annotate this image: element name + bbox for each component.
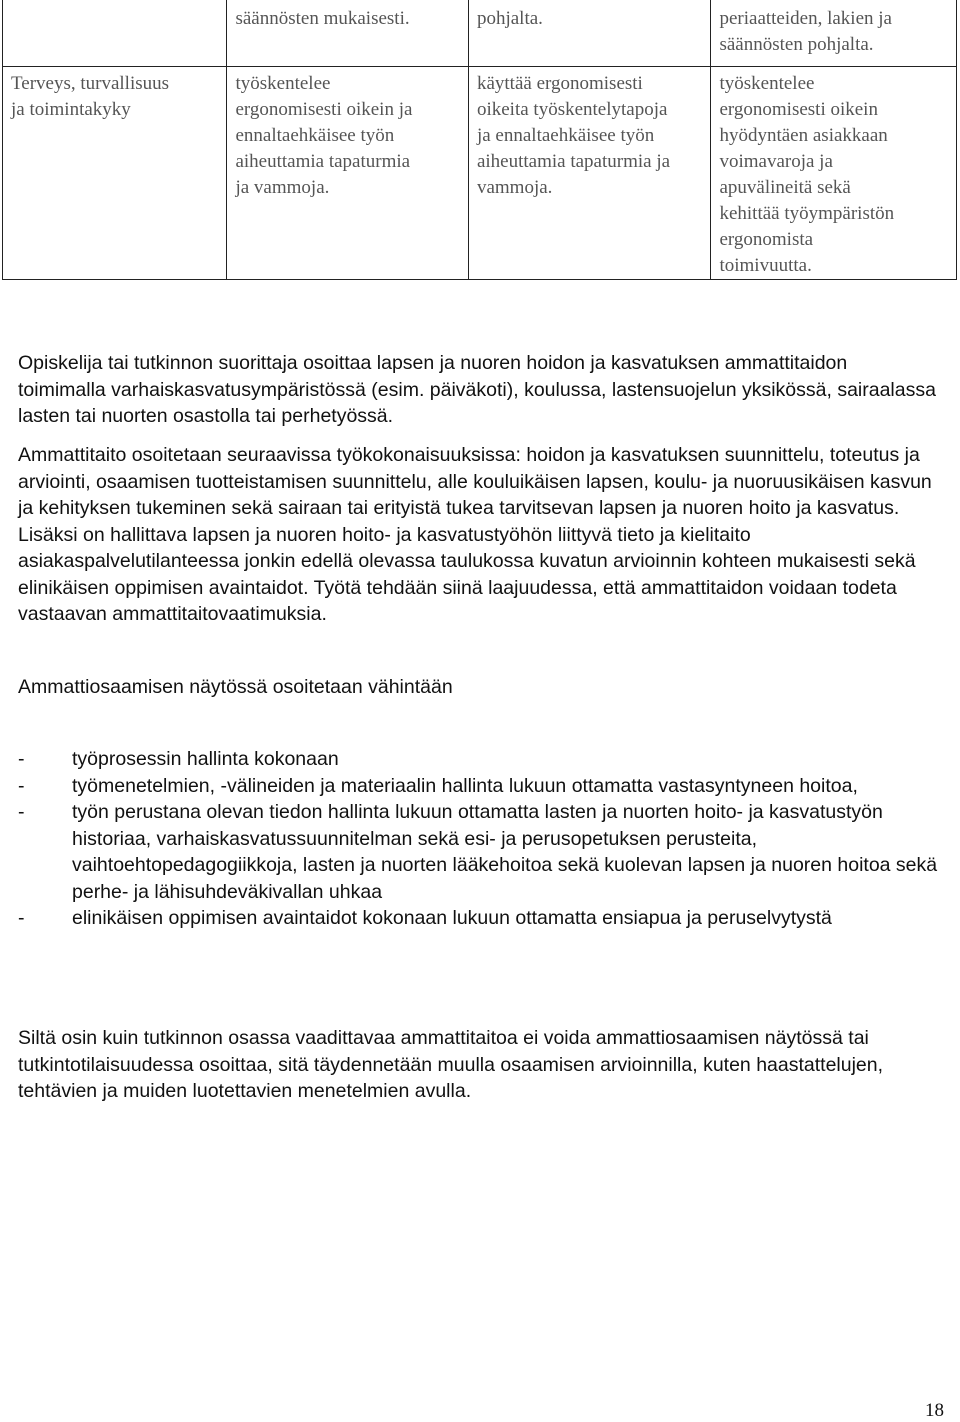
list-intro: Ammattiosaamisen näytössä osoitetaan vähintään bbox=[18, 676, 453, 698]
list-dash: - bbox=[18, 801, 25, 823]
cell-text: periaatteiden, lakien ja säännösten pohjalta. bbox=[719, 8, 892, 55]
table-row bbox=[3, 0, 957, 67]
list-item-text: elinikäisen oppimisen avaintaidot kokonaan lukuun ottamatta ensiapua ja peruselvytystä bbox=[72, 907, 832, 929]
paragraph: Ammattitaito osoitetaan seuraavissa työkokonaisuuksissa: hoidon ja kasvatuksen suunnittelu, toteutus ja arviointi, osaamisen tuotteistamisen suunnittelu, alle kouluikäisen lapsen, koulu- ja nuoruusikäisen kasvun ja kehityksen tukeminen sekä sairaan tai erityistä tukea tarvitsevan lapsen ja nuoren hoito ja kasvatus. Lisäksi on hallittava lapsen ja nuoren hoito- ja kasvatustyöhön liittyvä tieto ja kielitaito asiakaspalvelutilanteessa jonkin edellä olevassa taulukossa kuvatun arvioinnin kohteen mukaisesti sekä elinikäisen oppimisen avaintaidot. Työtä tehdään siinä laajuudessa, että ammattitaidon voidaan todeta vastaavan ammattitaitovaatimuksia. bbox=[18, 444, 932, 625]
table-cell bbox=[711, 67, 957, 280]
table-cell bbox=[711, 0, 957, 67]
cell-text: työskentelee ergonomisesti oikein hyödyntäen asiakkaan voimavaroja ja apuvälineitä sekä kehittää työympäristön ergonomista toimivuutta. bbox=[719, 73, 895, 276]
list-item-text: työmenetelmien, -välineiden ja materiaalin hallinta lukuun ottamatta vastasyntyneen hoitoa, bbox=[72, 774, 858, 797]
page-number: 18 bbox=[925, 1400, 944, 1421]
list-item bbox=[18, 799, 938, 905]
table-cell bbox=[227, 67, 469, 280]
criterion-label: Terveys, turvallisuus ja toimintakyky bbox=[11, 73, 170, 120]
assessment-criteria-table bbox=[2, 0, 957, 280]
table-cell bbox=[3, 0, 227, 67]
list-item-text: työprosessin hallinta kokonaan bbox=[72, 748, 339, 770]
list-item-text: työn perustana olevan tiedon hallinta lukuun ottamatta lasten ja nuorten hoito- ja kasvatustyön historiaa, varhaiskasvatussuunnitelman sekä esi- ja perusopetuksen perusteita, vaihtoehtopedagogiikkoja, lasten ja nuorten lääkehoitoa sekä kuolevan lapsen ja nuoren hoitoa sekä perhe- ja lähisuhdeväkivallan uhkaa bbox=[72, 801, 938, 903]
list-dash: - bbox=[18, 907, 25, 929]
list-dash: - bbox=[18, 774, 25, 797]
table-cell bbox=[3, 67, 227, 280]
table-cell bbox=[468, 0, 711, 67]
cell-text: työskentelee ergonomisesti oikein ja ennaltaehkäisee työn aiheuttamia tapaturmia ja vammoja. bbox=[235, 73, 413, 198]
table-cell bbox=[227, 0, 469, 67]
table-row bbox=[3, 67, 957, 280]
list-item bbox=[18, 905, 938, 932]
list-dash: - bbox=[18, 748, 25, 770]
cell-text: käyttää ergonomisesti oikeita työskentelytapoja ja ennaltaehkäisee työn aiheuttamia tapaturmia ja vammoja. bbox=[476, 73, 671, 198]
cell-text: säännösten mukaisesti. bbox=[235, 8, 410, 29]
paragraph: Opiskelija tai tutkinnon suorittaja osoittaa lapsen ja nuoren hoidon ja kasvatuksen ammattitaidon toimimalla varhaiskasvatusympäristössä (esim. päiväkoti), koulussa, lastensuojelun yksikössä, sairaalassa lasten tai nuorten osastolla tai perhetyössä. bbox=[18, 352, 936, 427]
cell-text: pohjalta. bbox=[476, 8, 543, 29]
list-item bbox=[18, 773, 938, 800]
table-cell bbox=[468, 67, 711, 280]
requirements-list bbox=[18, 746, 938, 932]
list-item bbox=[18, 746, 938, 773]
paragraph: Siltä osin kuin tutkinnon osassa vaadittavaa ammattitaitoa ei voida ammattiosaamisen näytössä tai tutkintotilaisuudessa osoittaa, sitä täydennetään muulla osaamisen arvioinnilla, kuten haastattelujen, tehtävien ja muiden luotettavien menetelmien avulla. bbox=[18, 1027, 884, 1102]
